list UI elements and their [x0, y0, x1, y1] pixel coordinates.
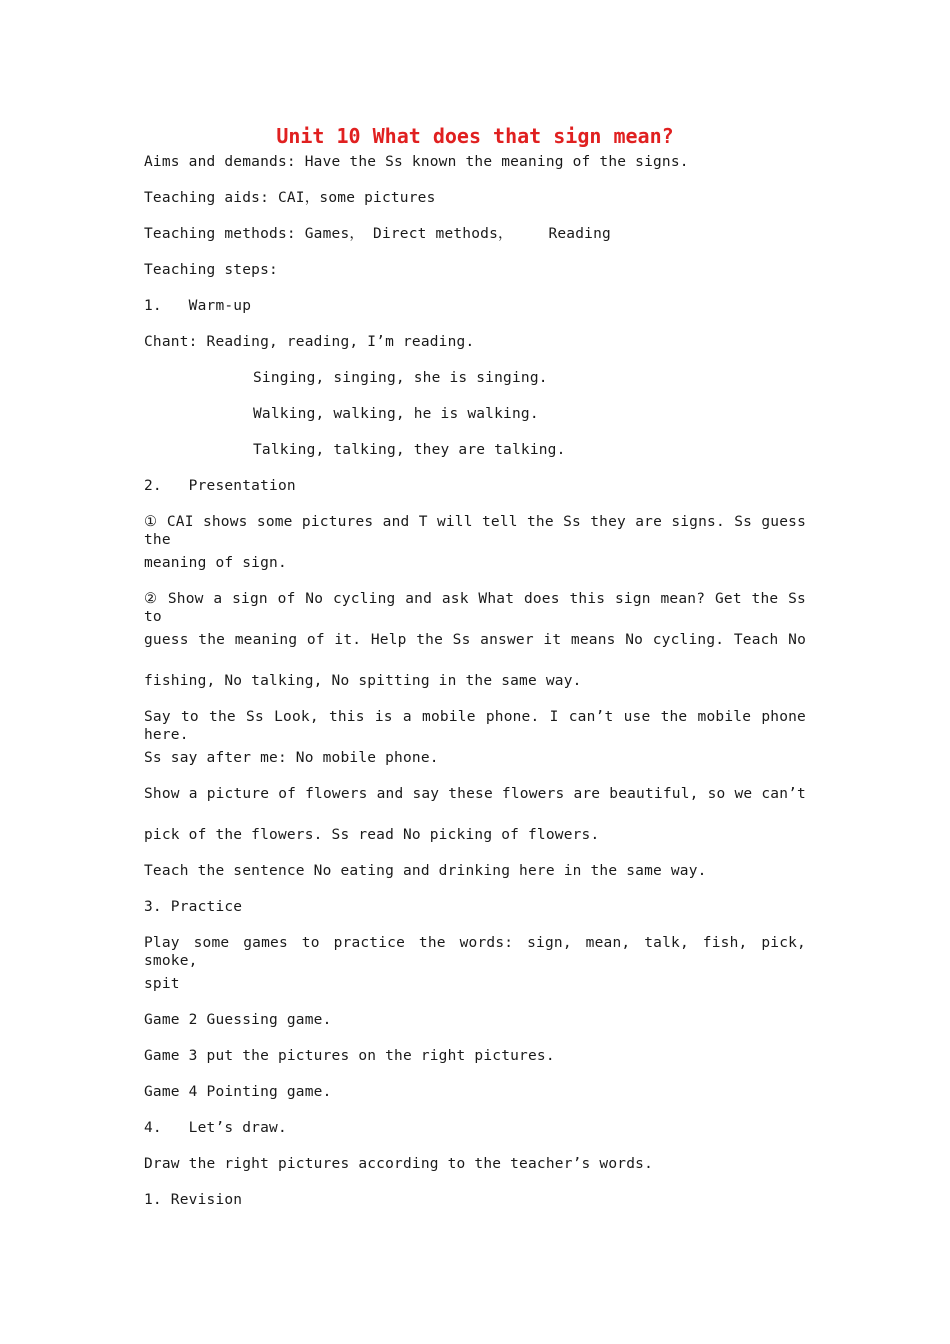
- paragraph-line: spit: [144, 976, 180, 992]
- chant-line: Talking, talking, they are talking.: [253, 442, 566, 458]
- section-draw-heading: 4. Let’s draw.: [144, 1120, 287, 1136]
- paragraph-line: Show a picture of flowers and say these flowers are beautiful, so we can’t: [144, 786, 806, 802]
- paragraph-line: Ss say after me: No mobile phone.: [144, 750, 439, 766]
- section-warmup-heading: 1. Warm-up: [144, 298, 252, 314]
- paragraph-line: ② Show a sign of No cycling and ask What does this sign mean? Get the Ss to: [144, 591, 806, 625]
- paragraph-line: meaning of sign.: [144, 555, 287, 571]
- methods-line: Teaching methods: Games， Direct methods， Reading: [144, 226, 611, 242]
- paragraph-line: Draw the right pictures according to the teacher’s words.: [144, 1156, 653, 1172]
- paragraph-line: Teach the sentence No eating and drinking here in the same way.: [144, 863, 707, 879]
- game-line: Game 3 put the pictures on the right pictures.: [144, 1048, 555, 1064]
- section-practice-heading: 3. Practice: [144, 899, 243, 915]
- paragraph-line: Say to the Ss Look, this is a mobile phone. I can’t use the mobile phone here.: [144, 709, 806, 743]
- game-line: Game 2 Guessing game.: [144, 1012, 332, 1028]
- document-title: Unit 10 What does that sign mean?: [276, 124, 674, 148]
- section-revision-heading: 1. Revision: [144, 1192, 243, 1208]
- paragraph-line: guess the meaning of it. Help the Ss answer it means No cycling. Teach No: [144, 632, 806, 648]
- paragraph-line: fishing, No talking, No spitting in the same way.: [144, 673, 582, 689]
- chant-line: Walking, walking, he is walking.: [253, 406, 539, 422]
- game-line: Game 4 Pointing game.: [144, 1084, 332, 1100]
- section-presentation-heading: 2. Presentation: [144, 478, 296, 494]
- paragraph-line: pick of the flowers. Ss read No picking of flowers.: [144, 827, 600, 843]
- paragraph-line: Play some games to practice the words: sign, mean, talk, fish, pick, smoke,: [144, 935, 806, 969]
- aids-line: Teaching aids: CAI，some pictures: [144, 190, 436, 206]
- paragraph-line: ① CAI shows some pictures and T will tell the Ss they are signs. Ss guess the: [144, 514, 806, 548]
- steps-heading: Teaching steps:: [144, 262, 278, 278]
- chant-line: Singing, singing, she is singing.: [253, 370, 548, 386]
- chant-line: Chant: Reading, reading, I’m reading.: [144, 334, 475, 350]
- aims-line: Aims and demands: Have the Ss known the meaning of the signs.: [144, 154, 689, 170]
